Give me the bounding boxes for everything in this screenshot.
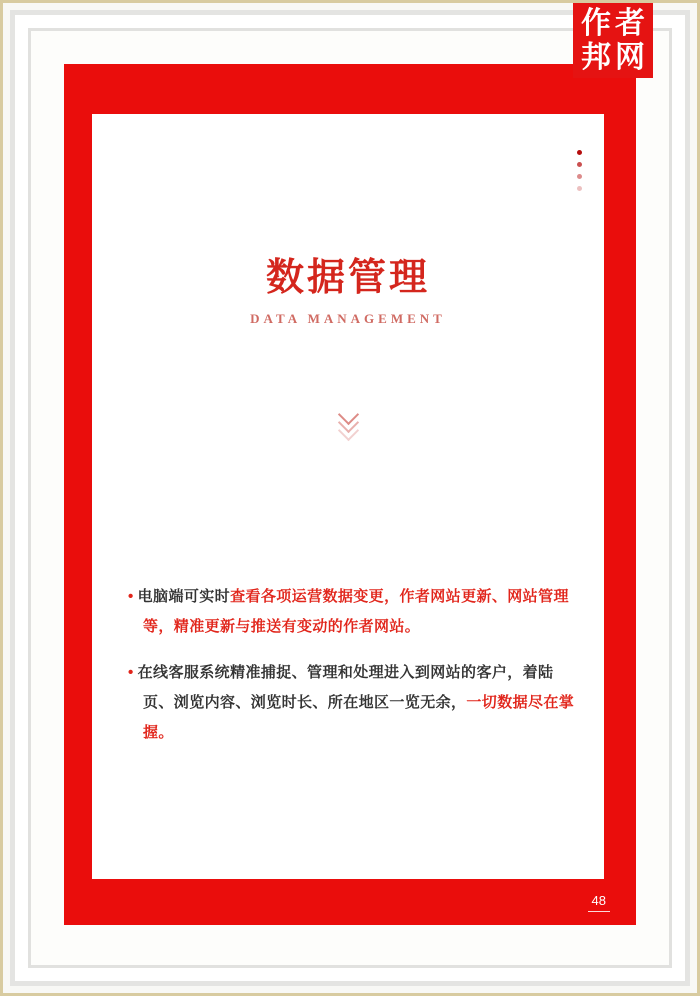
red-border xyxy=(64,64,636,925)
dot xyxy=(577,162,582,167)
page-title: 数据管理 xyxy=(265,257,430,299)
page-subtitle: DATA MANAGEMENT xyxy=(250,311,446,326)
dot xyxy=(577,150,582,155)
bullet-marker: • xyxy=(128,588,134,605)
brand-logo xyxy=(573,3,653,78)
bullet-text-black: 电脑端可实时 xyxy=(137,588,231,605)
title-block xyxy=(92,246,604,327)
bullet-text-red: 查看各项运营数据变更，作者网站更新、网站管理等，精准更新与推送有变动的作者网站。 xyxy=(143,588,569,635)
brand-logo-line1: 作者 xyxy=(581,6,649,40)
dot xyxy=(577,174,582,179)
chevron-down-icon xyxy=(92,414,604,438)
bullet-marker: • xyxy=(128,664,134,681)
bullet-text-red: 一切数据尽在掌握。 xyxy=(143,694,575,741)
page-number: 48 xyxy=(588,893,610,912)
fading-dots-icon xyxy=(577,150,582,198)
picture-frame-inner-line xyxy=(28,28,672,968)
picture-frame-molding xyxy=(3,3,697,993)
picture-frame-ridge xyxy=(15,15,685,981)
bullet-item xyxy=(128,658,584,748)
brand-logo-line2: 邦网 xyxy=(581,40,649,74)
bullet-text-black: 在线客服系统精准捕捉、管理和处理进入到网站的客户，着陆页、浏览内容、浏览时长、所在地区一览无余， xyxy=(137,664,554,711)
bullet-list xyxy=(128,582,584,764)
content-card xyxy=(92,114,604,879)
dot xyxy=(577,186,582,191)
bullet-item xyxy=(128,582,584,642)
picture-frame-groove xyxy=(10,10,690,986)
picture-frame-mat xyxy=(31,31,669,965)
